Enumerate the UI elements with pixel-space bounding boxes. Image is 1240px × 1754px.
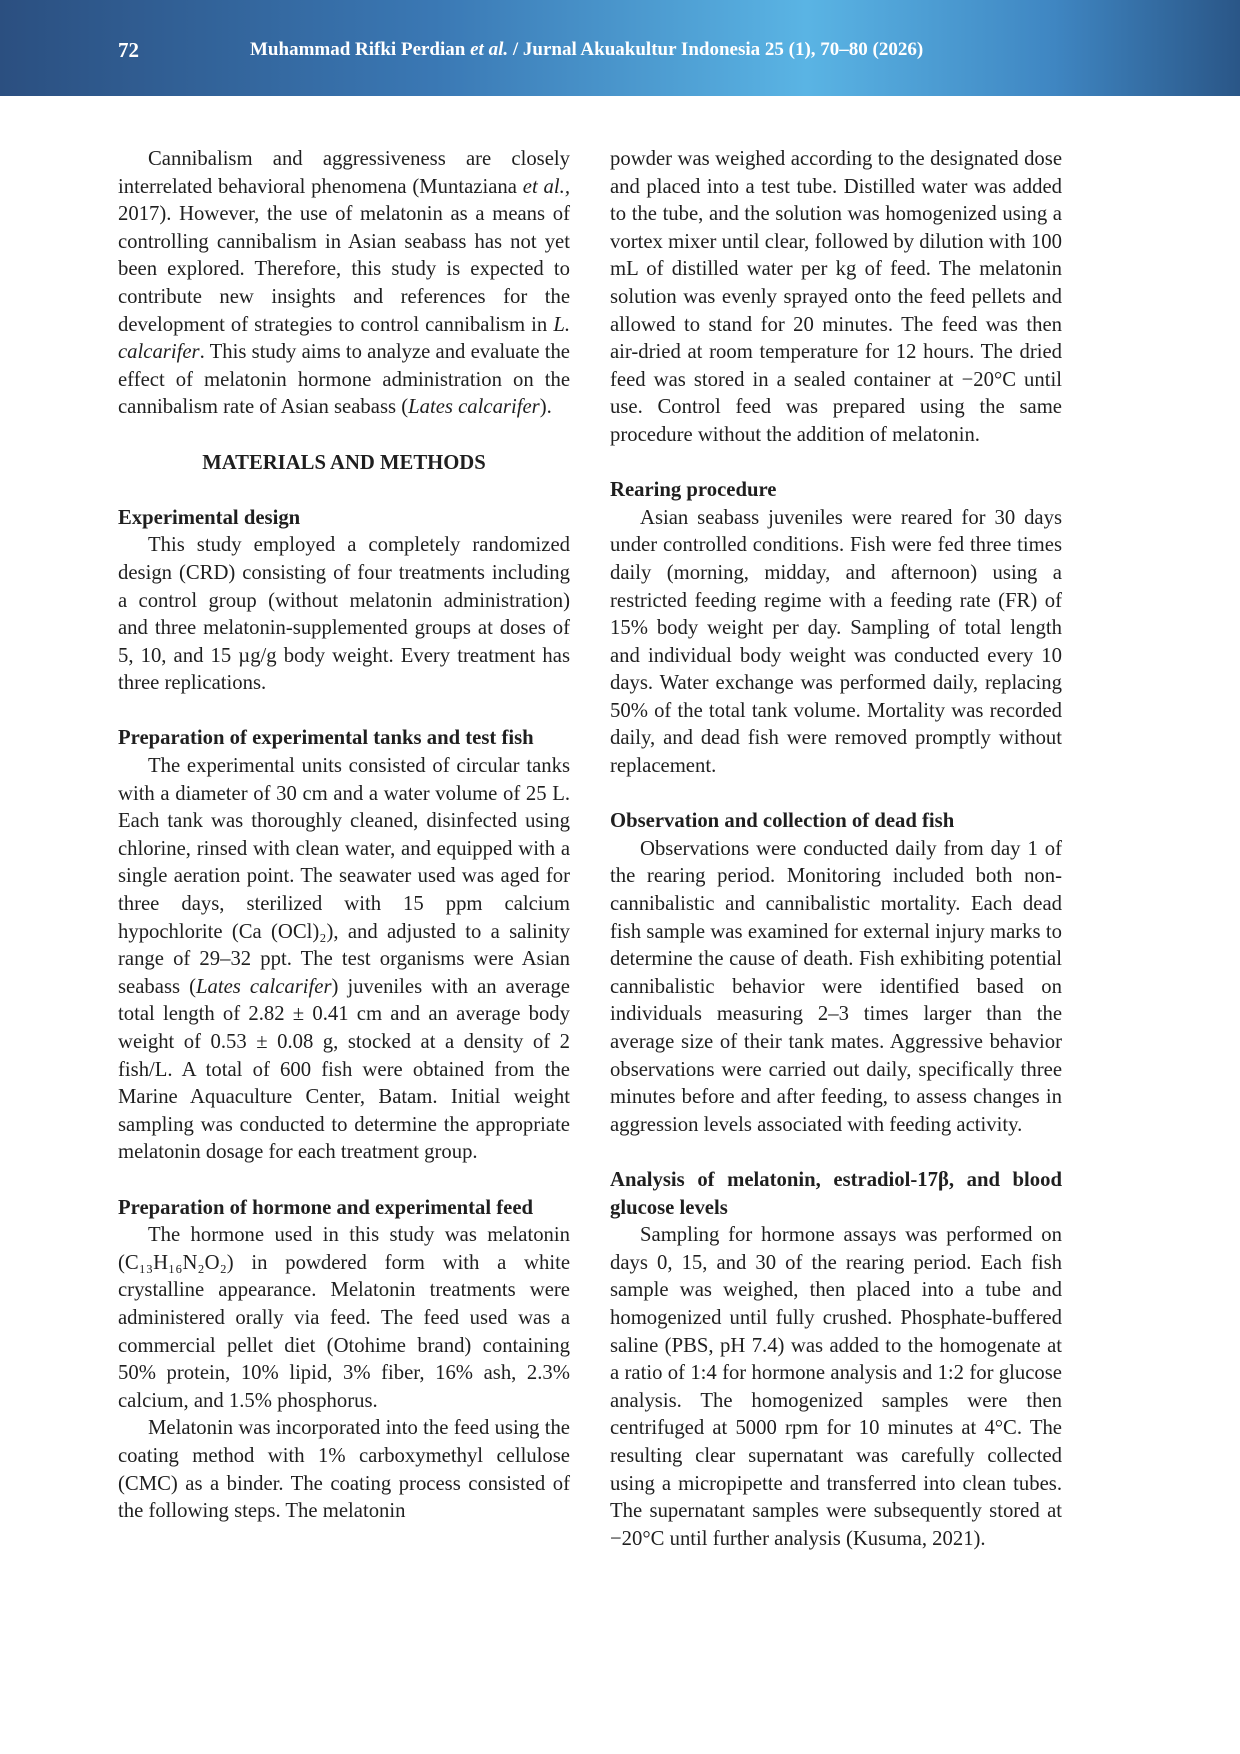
running-head [250, 39, 1010, 61]
subheading-experimental-design: Experimental design [118, 506, 301, 529]
intro-paragraph: Cannibalism and aggressiveness are closely interrelated behavioral phenomena (Muntaziana et al., 2017). However, the use of melatonin as a means of controlling cannibalism in Asian seabass has not yet been explored. Therefore, this study is expected to contribute new insights and references for the development of strategies to control cannibalism in L. calcarifer. This study aims to analyze and evaluate the effect of melatonin hormone administration on the cannibalism rate of Asian seabass (Lates calcarifer). [118, 148, 570, 419]
dead-fish-paragraph: Observations were conducted daily from day 1 of the rearing period. Monitoring included both non-cannibalistic and cannibalistic mortality. Each dead fish sample was examined for external injury marks to determine the cause of death. Fish exhibiting potential cannibalistic behavior were identified based on individuals measuring 2–3 times larger than the average size of their tank mates. Aggressive behavior observations were carried out daily, specifically three minutes before and after feeding, to assess changes in aggression levels associated with feeding activity. [610, 837, 1062, 1136]
running-head-etal: et al. [470, 39, 509, 60]
running-head-journal: / Jurnal Akuakultur Indonesia 25 (1), 70–80 (2026) [508, 39, 924, 60]
subheading-hormone-feed: Preparation of hormone and experimental feed [118, 1196, 534, 1219]
tanks-fish-paragraph: The experimental units consisted of circular tanks with a diameter of 30 cm and a water volume of 25 L. Each tank was thoroughly cleaned, disinfected using chlorine, rinsed with clean water, and equipped with a single aeration point. The seawater used was aged for three days, sterilized with 15 ppm calcium hypochlorite (Ca (OCl)₂), and adjusted to a salinity range of 29–32 ppt. The test organisms were Asian seabass (Lates calcarifer) juveniles with an average total length of 2.82 ± 0.41 cm and an average body weight of 0.53 ± 0.08 g, stocked at a density of 2 fish/L. A total of 600 fish were obtained from the Marine Aquaculture Center, Batam. Initial weight sampling was conducted to determine the appropriate melatonin dosage for each treatment group. [118, 755, 570, 1164]
right-column [610, 146, 1062, 1553]
running-head-authors: Muhammad Rifki Perdian [250, 39, 471, 60]
hormone-feed-paragraph-2: Melatonin was incorporated into the feed using the coating method with 1% carboxymethyl cellulose (CMC) as a binder. The coating process consisted of the following steps. The melatonin [118, 1417, 570, 1523]
left-column [118, 146, 570, 1526]
hormone-analysis-paragraph: Sampling for hormone assays was performed on days 0, 15, and 30 of the rearing period. Each fish sample was weighed, then placed into a tube and homogenized until fully crushed. Phosphate-buffered saline (PBS, pH 7.4) was added to the homogenate at a ratio of 1:4 for hormone analysis and 1:2 for glucose analysis. The homogenized samples were then centrifuged at 5000 rpm for 10 minutes at 4°C. The resulting clear supernatant was carefully collected using a micropipette and transferred into clean tubes. The supernatant samples were subsequently stored at −20°C until further analysis (Kusuma, 2021). [610, 1224, 1062, 1550]
journal-header-banner [0, 0, 1240, 96]
subheading-tanks-fish: Preparation of experimental tanks and test fish [118, 727, 534, 750]
hormone-feed-paragraph-1: The hormone used in this study was melatonin (C₁₃H₁₆N₂O₂) in powdered form with a white crystalline appearance. Melatonin treatments were administered orally via feed. The feed used was a commercial pellet diet (Otohime brand) containing 50% protein, 10% lipid, 3% fiber, 16% ash, 2.3% calcium, and 1.5% phosphorus. [118, 1224, 570, 1412]
hormone-feed-continuation: powder was weighed according to the designated dose and placed into a test tube. Distilled water was added to the tube, and the solution was homogenized using a vortex mixer until clear, followed by dilution with 100 mL of distilled water per kg of feed. The melatonin solution was evenly sprayed onto the feed pellets and allowed to stand for 20 minutes. The feed was then air-dried at room temperature for 12 hours. The dried feed was stored in a sealed container at −20°C until use. Control feed was prepared using the same procedure without the addition of melatonin. [610, 148, 1062, 446]
subheading-hormone-analysis: Analysis of melatonin, estradiol-17β, and blood glucose levels [610, 1168, 1062, 1219]
subheading-rearing-procedure: Rearing procedure [610, 479, 777, 502]
subheading-dead-fish: Observation and collection of dead fish [610, 810, 955, 833]
page-number: 72 [118, 38, 139, 62]
section-title-materials-methods: MATERIALS AND METHODS [202, 451, 486, 474]
rearing-paragraph: Asian seabass juveniles were reared for 30 days under controlled conditions. Fish were fed three times daily (morning, midday, and afternoon) using a restricted feeding regime with a feeding rate (FR) of 15% body weight per day. Sampling of total length and individual body weight was conducted every 10 days. Water exchange was performed daily, replacing 50% of the total tank volume. Mortality was recorded daily, and dead fish were removed promptly without replacement. [610, 506, 1062, 778]
experimental-design-paragraph: This study employed a completely randomized design (CRD) consisting of four treatments including a control group (without melatonin administration) and three melatonin-supplemented groups at doses of 5, 10, and 15 µg/g body weight. Every treatment has three replications. [118, 534, 570, 695]
